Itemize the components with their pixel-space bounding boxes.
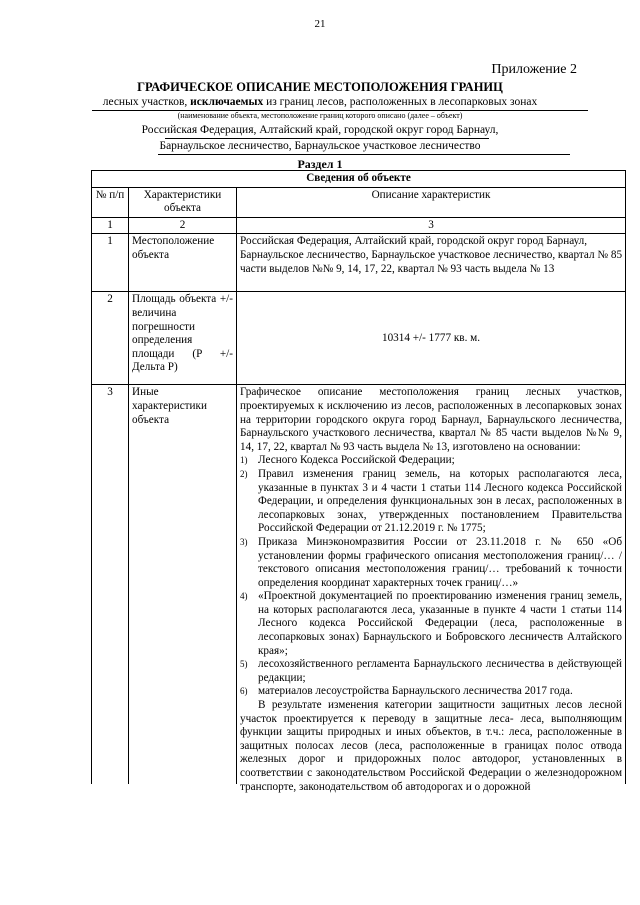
document-title: ГРАФИЧЕСКОЕ ОПИСАНИЕ МЕСТОПОЛОЖЕНИЯ ГРАНИЦ — [137, 80, 503, 94]
column-number-2: 2 — [129, 217, 237, 234]
subtitle-note: (наименование объекта, местоположение границ которого описано (далее – объект) — [177, 111, 463, 120]
row-characteristic: Иные характеристики объекта — [129, 385, 237, 784]
page-number: 21 — [314, 18, 326, 30]
row-number: 2 — [92, 292, 129, 385]
conclusion-text: В результате изменения категории защитности защитных лесов лесной участок проектируется к переводу в защитные леса- леса, выполняющим функции защиты природных и иных объектов, в т.ч.: леса, расположенные в защитных полосах лесов (леса, расположенные в границах полос отвода железных дорог и придорожных полос автодорог, установленных в соответствии с законодательством Российской Федерации о железнодорожном транспорте, законодательством об автодорогах и о дорожной — [240, 699, 623, 793]
column-number-1: 1 — [92, 217, 129, 234]
list-item-number: 5) — [240, 659, 248, 670]
document-subtitle — [0, 96, 640, 108]
header-num: № п/п — [92, 187, 129, 217]
list-item-number: 4) — [240, 591, 248, 602]
list-item — [240, 454, 622, 468]
table-row — [92, 385, 626, 784]
subtitle-part2: из границ лесов, расположенных в лесопарковых зонах — [266, 96, 538, 108]
section-title: Раздел 1 — [297, 157, 343, 171]
table-caption: Сведения об объекте — [92, 171, 626, 188]
location-underline-2 — [158, 154, 570, 155]
header-description: Описание характеристик — [237, 187, 626, 217]
row-description — [237, 385, 626, 793]
location-line-1: Российская Федерация, Алтайский край, городской округ город Барнаул, — [141, 124, 499, 136]
table-row — [92, 234, 626, 292]
list-item-number: 6) — [240, 686, 248, 697]
list-item — [240, 590, 622, 658]
list-item — [240, 658, 622, 685]
row-description: 10314 +/- 1777 кв. м. — [237, 292, 626, 385]
row-number: 3 — [92, 385, 129, 784]
list-item-number: 2) — [240, 468, 248, 479]
header-characteristic: Характеристики объекта — [129, 187, 237, 217]
column-number-3: 3 — [237, 217, 626, 234]
list-item-text: Правил изменения границ земель, на которых располагаются леса, указанные в пунктах 3 и 4 части 1 статьи 114 Лесного кодекса Российской Федерации, и определения функциональных зон в лесах, расположенных в лесопарковых зонах, утвержденных постановлением Правительства Российской Федерации от 21.12.2019 г. № 1775; — [258, 467, 623, 535]
list-item — [240, 536, 622, 590]
table-row — [92, 292, 626, 385]
list-item-text: лесохозяйственного регламента Барнаульского лесничества в действующей редакции; — [258, 658, 623, 684]
list-item — [240, 468, 622, 536]
location-underline-1 — [165, 138, 489, 139]
row-characteristic: Площадь объекта +/- величина погрешности определения площади (P +/- Дельта P) — [129, 292, 237, 385]
basis-list — [240, 454, 622, 699]
table-header-row — [92, 187, 626, 217]
list-item — [240, 685, 622, 699]
object-info-table — [91, 170, 626, 793]
subtitle-part1: лесных участков, — [102, 96, 188, 108]
list-item-number: 3) — [240, 536, 248, 547]
subtitle-bold: исключаемых — [190, 96, 264, 108]
table-column-numbers-row — [92, 217, 626, 234]
list-item-text: материалов лесоустройства Барнаульского лесничества 2017 года. — [258, 685, 573, 698]
row-number: 1 — [92, 234, 129, 292]
row-description: Российская Федерация, Алтайский край, городской округ город Барнаул, Барнаульское лесничество, Барнаульское участковое лесничество, квартал № 85 части выделов №№ 9, 14, 17, 22, квартал № 93 часть выдела № 13 — [237, 234, 626, 292]
list-item-text: «Проектной документацией по проектированию изменения границ земель, на которых располагаются леса, указанные в пункте 4 части 1 статьи 114 Лесного кодекса Российской Федерации (леса, расположенные в лесопарковых зонах) Барнаульского и Бобровского лесничеств Алтайского края»; — [258, 590, 623, 657]
row-characteristic: Местоположение объекта — [129, 234, 237, 292]
list-item-number: 1) — [240, 455, 248, 466]
list-item-text: Лесного Кодекса Российской Федерации; — [258, 454, 455, 467]
appendix-label: Приложение 2 — [491, 62, 577, 77]
basis-intro: Графическое описание местоположения границ лесных участков, проектируемых к исключению из лесов, расположенных в лесопарковых зонах на территории городского округа город Барнаул, Барнаульского лесничества, Барнаульского участкового лесничества, квартал № 85 части выделов №№ 9, 14, 17, 22, квартал № 93 часть выдела № 13, изготовлено на основании: — [240, 386, 623, 453]
list-item-text: Приказа Минэкономразвития России от 23.11.2018 г. № 650 «Об установлении формы графического описания местоположения границ/… /текстового описания местоположения границ/… требований к точности определения координат характерных точек границ/…» — [258, 535, 623, 589]
location-line-2: Барнаульское лесничество, Барнаульское участковое лесничество — [159, 140, 481, 152]
